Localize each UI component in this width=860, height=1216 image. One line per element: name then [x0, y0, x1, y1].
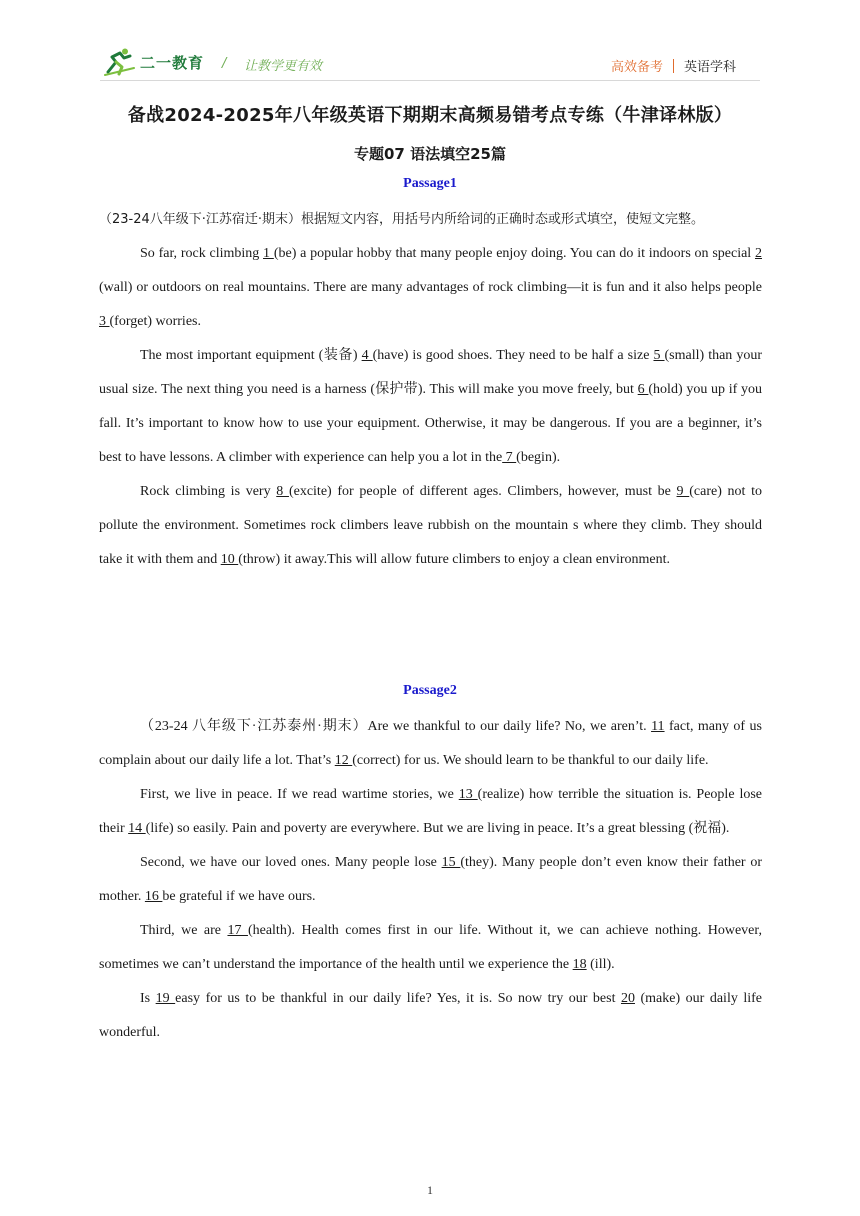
blank-18[interactable]: 18 [572, 957, 587, 972]
passage1-source: （23-24八年级下·江苏宿迁·期末）根据短文内容，用括号内所给词的正确时态或形式填空，使短文完整。 [99, 212, 705, 227]
blank-15[interactable]: 15 [441, 855, 461, 870]
blank-12[interactable]: 12 [334, 753, 353, 768]
blank-9[interactable]: 9 [676, 484, 690, 499]
page-header [0, 0, 860, 82]
blank-13[interactable]: 13 [458, 787, 478, 802]
passage2-heading: Passage2 [403, 683, 457, 698]
header-right [611, 56, 736, 75]
blank-16[interactable]: 16 [144, 889, 163, 904]
blank-2[interactable]: 2 [754, 246, 762, 261]
blank-6[interactable]: 6 [637, 382, 649, 397]
blank-14[interactable]: 14 [128, 821, 146, 836]
blank-5[interactable]: 5 [653, 348, 665, 363]
document-subtitle: 专题07 语法填空25篇 [354, 145, 506, 163]
blank-3[interactable]: 3 [99, 314, 110, 329]
passage1-paragraph-1: So far, rock climbing 1 (be) a popular hobby that many people enjoy doing. You can do it indoors on special 2 (wall) or outdoors on real mountains. There are many advantages of rock climbing—it is fun and it also helps people 3 (forget) worries. [99, 246, 762, 329]
passage2-paragraph-1: （23-24 八年级下·江苏泰州·期末）Are we thankful to our daily life? No, we aren’t. 11 fact, many of us complain about our daily life a lot. That’s 12 (correct) for us. We should learn to be thankful to our daily life. [99, 719, 762, 768]
blank-1[interactable]: 1 [263, 246, 274, 261]
passage2-paragraph-3: Second, we have our loved ones. Many people lose 15 (they). Many people don’t even know their father or mother. 16 be grateful if we have ours. [99, 855, 762, 904]
logo-text: 二一教育 [140, 53, 205, 72]
blank-8[interactable]: 8 [276, 484, 289, 499]
passage2-paragraph-4: Third, we are 17 (health). Health comes first in our life. Without it, we can achieve nothing. However, sometimes we can’t understand the importance of the health until we experience the 18 (ill). [99, 923, 762, 972]
logo [104, 48, 204, 76]
blank-7[interactable]: 7 [502, 450, 517, 465]
passage1-paragraph-2: The most important equipment (装备) 4 (have) is good shoes. They need to be half a size 5 (small) than your usual size. The next thing you need is a harness (保护带). This will make you move freely, but 6 (hold) you up if you fall. It’s important to know how to use your equipment. Otherwise, it may be dangerous. If you are a beginner, it’s best to have lessons. A climber with experience can help you a lot in the 7 (begin). [99, 348, 763, 465]
blank-20[interactable]: 20 [620, 991, 635, 1006]
header-slash: / [222, 56, 227, 71]
blank-11[interactable]: 11 [651, 719, 665, 734]
blank-10[interactable]: 10 [220, 552, 239, 567]
passage1-heading: Passage1 [403, 176, 457, 191]
page-number: 1 [427, 1183, 433, 1197]
header-label-subject: 英语学科 [683, 60, 736, 75]
blank-17[interactable]: 17 [227, 923, 248, 938]
passage2-body [99, 710, 762, 1050]
header-rule [100, 80, 760, 81]
header-tagline: 让教学更有效 [244, 59, 323, 74]
runner-logo-icon [104, 48, 138, 76]
passage2-paragraph-5: Is 19 easy for us to be thankful in our daily life? Yes, it is. So now try our best 20 (make) our daily life wonderful. [99, 991, 763, 1040]
header-divider [673, 59, 674, 73]
document-title: 备战2024-2025年八年级英语下期期末高频易错考点专练（牛津译林版） [127, 105, 733, 126]
passage1-paragraph-3: Rock climbing is very 8 (excite) for people of different ages. Climbers, however, must be 9 (care) not to pollute the environment. Sometimes rock climbers leave rubbish on the mountain s where they climb. They should take it with them and 10 (throw) it away.This will allow future climbers to enjoy a clean environment. [99, 484, 763, 567]
blank-19[interactable]: 19 [155, 991, 176, 1006]
blank-4[interactable]: 4 [361, 348, 373, 363]
passage1-body [99, 203, 762, 577]
passage2-paragraph-2: First, we live in peace. If we read wartime stories, we 13 (realize) how terrible the situation is. People lose their 14 (life) so easily. Pain and poverty are everywhere. But we are living in peace. It’s a great blessing (祝福). [99, 787, 762, 836]
header-label-exam: 高效备考 [610, 60, 663, 75]
